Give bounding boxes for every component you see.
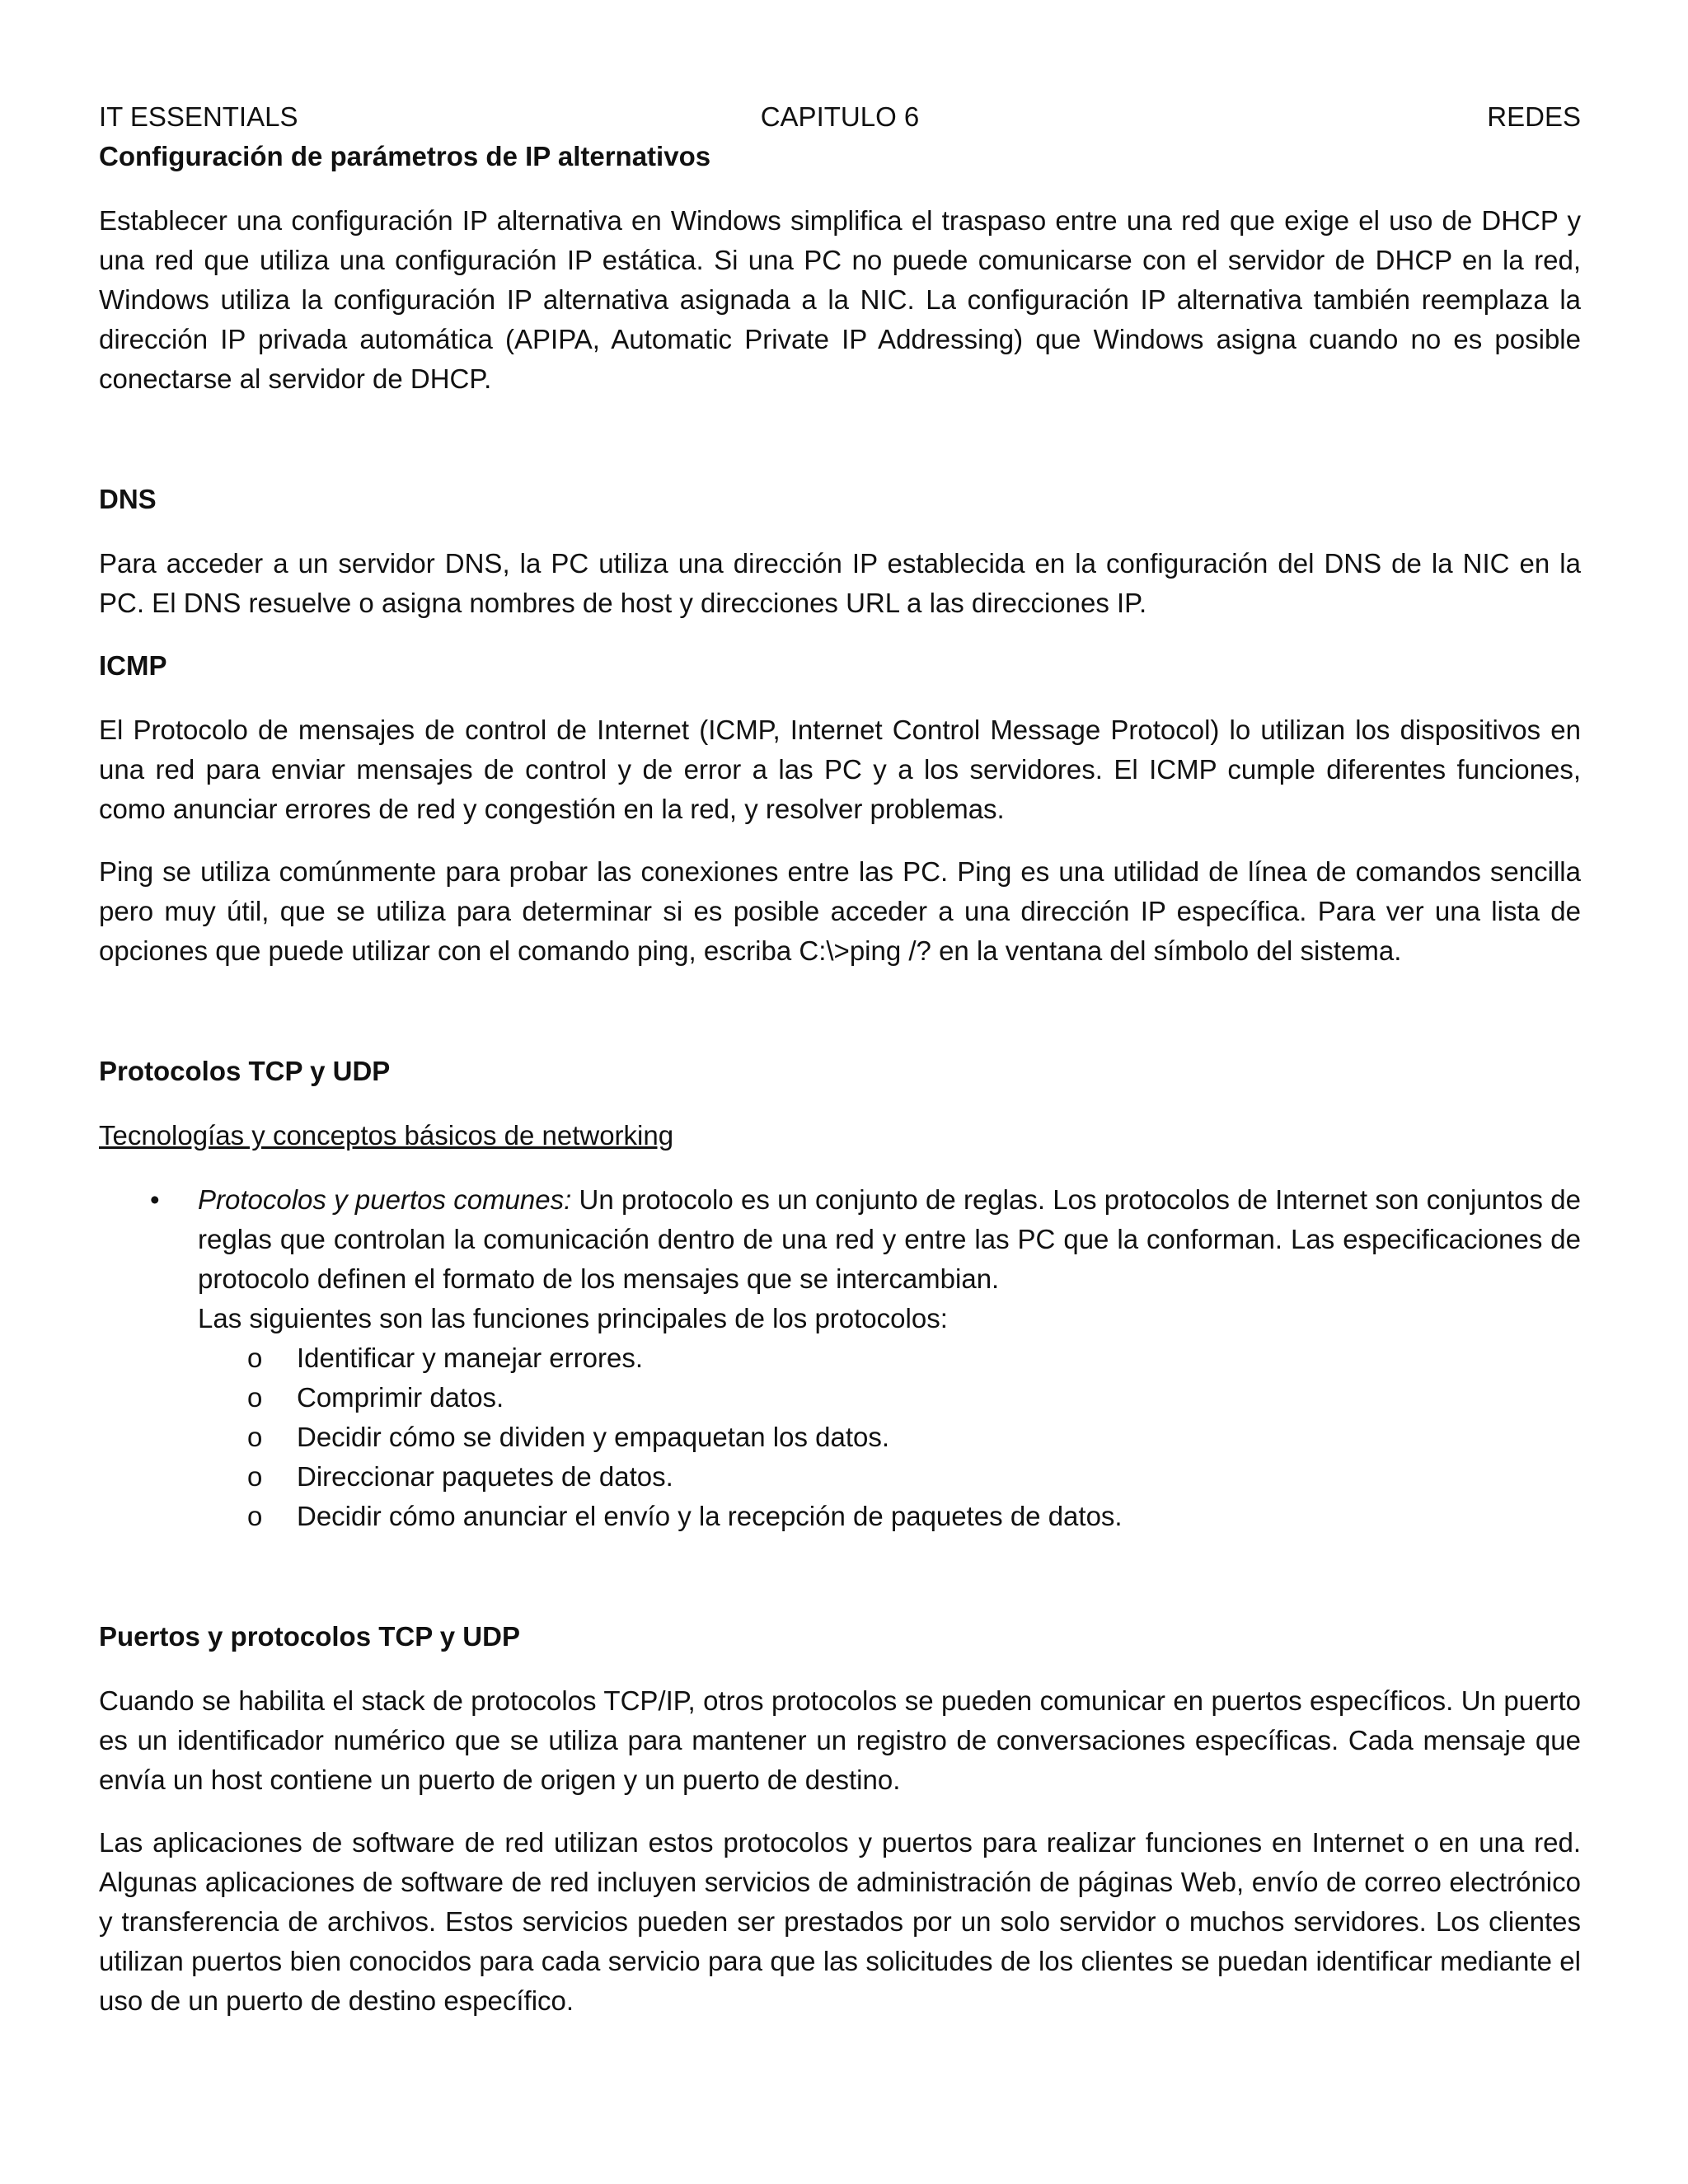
- icmp-paragraph-2: Ping se utiliza comúnmente para probar las conexiones entre las PC. Ping es una utilidad de línea de comandos sencilla pero muy útil, que se utiliza para determinar si es posible acceder a una dirección IP específica. Para ver una lista de opciones que puede utilizar con el comando ping, escriba C:\>ping /? en la ventana del símbolo del sistema.: [99, 856, 1581, 966]
- ports-paragraph-2: Las aplicaciones de software de red utilizan estos protocolos y puertos para realizar funciones en Internet o en una red. Algunas aplicaciones de software de red incluyen servicios de administración de páginas Web, envío de correo electrónico y transferencia de archivos. Estos servicios pueden ser prestados por un solo servidor o muchos servidores. Los clientes utilizan puertos bien conocidos para cada servicio para que las solicitudes de los clientes se puedan identificar mediante el uso de un puerto de destino específico.: [99, 1827, 1581, 2016]
- list-item: o Comprimir datos.: [198, 1378, 1581, 1418]
- protocols-functions-intro: Las siguientes son las funciones principales de los protocolos:: [198, 1303, 948, 1333]
- protocols-bullet-item: [99, 1180, 1581, 1536]
- ports-paragraph-1: Cuando se habilita el stack de protocolos TCP/IP, otros protocolos se pueden comunicar en puertos específicos. Un puerto es un identificador numérico que se utiliza para mantener un registro de conversaciones específicas. Cada mensaje que envía un host contiene un puerto de origen y un puerto de destino.: [99, 1685, 1581, 1795]
- bullet-dot-icon: •: [150, 1184, 160, 1215]
- circle-bullet-icon: o: [247, 1382, 263, 1413]
- header-center: CAPITULO 6: [760, 101, 920, 132]
- protocols-bullet-text: [198, 1180, 1581, 1299]
- document-page: [99, 97, 1581, 2021]
- circle-bullet-icon: o: [247, 1343, 263, 1373]
- list-item: o Identificar y manejar errores.: [198, 1338, 1581, 1378]
- section-title-alt-ip: Configuración de parámetros de IP alternativos: [99, 141, 711, 171]
- list-item: o Direccionar paquetes de datos.: [198, 1457, 1581, 1497]
- section-title-tcp-udp: Protocolos TCP y UDP: [99, 1056, 391, 1086]
- list-item: o Decidir cómo se dividen y empaquetan los datos.: [198, 1418, 1581, 1457]
- protocol-functions-list: [198, 1338, 1581, 1536]
- header-left: IT ESSENTIALS: [99, 101, 298, 132]
- section-title-ports: Puertos y protocolos TCP y UDP: [99, 1621, 520, 1652]
- protocols-bullet-body: Un protocolo es un conjunto de reglas. Los protocolos de Internet son conjuntos de reglas que controlan la comunicación dentro de una red y entre las PC que la conforman. Las especificaciones de protocolo definen el formato de los mensajes que se intercambian.: [198, 1184, 1581, 1294]
- page-header: [99, 97, 1581, 137]
- circle-bullet-icon: o: [247, 1501, 263, 1531]
- list-item: o Decidir cómo anunciar el envío y la recepción de paquetes de datos.: [198, 1497, 1581, 1536]
- section-title-icmp: ICMP: [99, 650, 167, 681]
- icmp-paragraph-1: El Protocolo de mensajes de control de Internet (ICMP, Internet Control Message Protocol) lo utilizan los dispositivos en una red para enviar mensajes de control y de error a las PC y a los servidores. El ICMP cumple diferentes funciones, como anunciar errores de red y congestión en la red, y resolver problemas.: [99, 715, 1581, 824]
- section-title-dns: DNS: [99, 484, 157, 514]
- tcp-udp-subtitle: Tecnologías y conceptos básicos de networking: [99, 1120, 674, 1151]
- alt-ip-paragraph: Establecer una configuración IP alternativa en Windows simplifica el traspaso entre una red que exige el uso de DHCP y una red que utiliza una configuración IP estática. Si una PC no puede comunicarse con el servidor de DHCP en la red, Windows utiliza la configuración IP alternativa asignada a la NIC. La configuración IP alternativa también reemplaza la dirección IP privada automática (APIPA, Automatic Private IP Addressing) que Windows asigna cuando no es posible conectarse al servidor de DHCP.: [99, 205, 1581, 394]
- circle-bullet-icon: o: [247, 1422, 263, 1452]
- circle-bullet-icon: o: [247, 1461, 263, 1492]
- protocols-bullet-term: Protocolos y puertos comunes:: [198, 1184, 572, 1215]
- dns-paragraph: Para acceder a un servidor DNS, la PC utiliza una dirección IP establecida en la configuración del DNS de la NIC en la PC. El DNS resuelve o asigna nombres de host y direcciones URL a las direcciones IP.: [99, 548, 1581, 618]
- header-right: REDES: [1487, 101, 1581, 132]
